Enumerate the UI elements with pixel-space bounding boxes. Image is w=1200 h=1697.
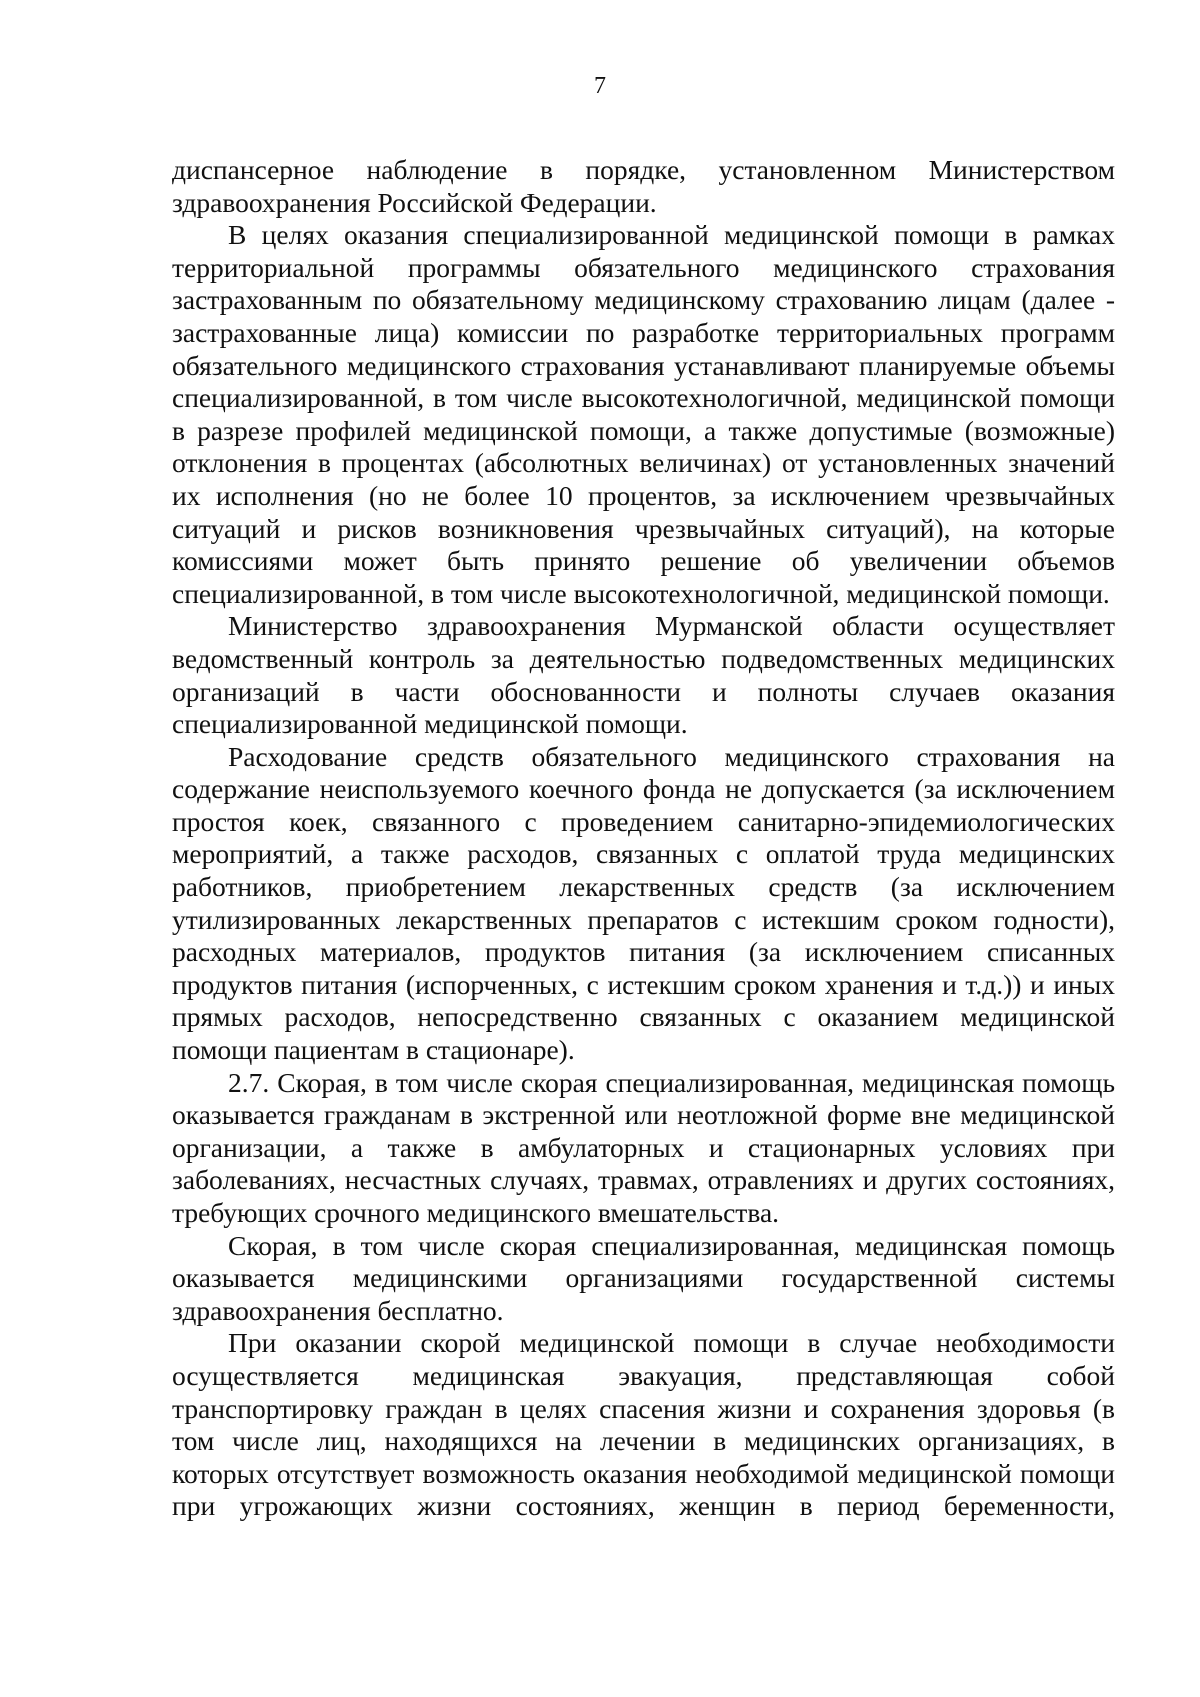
paragraph-emergency-care-free: Скорая, в том числе скорая специализированная, медицинская помощь оказывается медицинскими организациями государственной системы здравоохранения бесплатно. (172, 1229, 1115, 1326)
paragraph-ministry-control: Министерство здравоохранения Мурманской области осуществляет ведомственный контроль за деятельностью подведомственных медицинских организаций в части обоснованности и полноты случаев оказания специализированной медицинской помощи. (172, 610, 1115, 740)
paragraph-medical-evacuation: При оказании скорой медицинской помощи в случае необходимости осуществляется медицинская эвакуация, представляющая собой транспортировку граждан в целях спасения жизни и сохранения здоровья (в том числе лиц, находящихся на лечении в медицинских организациях, в которых отсутствует возможность оказания необходимой медицинской помощи при угрожающих жизни состояниях, женщин в период беременности, (172, 1327, 1115, 1522)
paragraph-funds-spending: Расходование средств обязательного медицинского страхования на содержание неиспользуемого коечного фонда не допускается (за исключением простоя коек, связанного с проведением санитарно-эпидемиологических мероприятий, а также расходов, связанных с оплатой труда медицинских работников, приобретением лекарственных средств (за исключением утилизированных лекарственных препаратов с истекшим сроком годности), расходных материалов, продуктов питания (за исключением списанных продуктов питания (испорченных, с истекшим сроком хранения и т.д.)) и иных прямых расходов, непосредственно связанных с оказанием медицинской помощи пациентам в стационаре). (172, 740, 1115, 1066)
document-body (172, 154, 1115, 1523)
paragraph-2-7-emergency-care: 2.7. Скорая, в том числе скорая специализированная, медицинская помощь оказывается гражданам в экстренной или неотложной форме вне медицинской организации, а также в амбулаторных и стационарных условиях при заболеваниях, несчастных случаях, травмах, отравлениях и других состояниях, требующих срочного медицинского вмешательства. (172, 1066, 1115, 1228)
paragraph-specialized-care-volumes: В целях оказания специализированной медицинской помощи в рамках территориальной программы обязательного медицинского страхования застрахованным по обязательному медицинскому страхованию лицам (далее - застрахованные лица) комиссии по разработке территориальных программ обязательного медицинского страхования устанавливают планируемые объемы специализированной, в том числе высокотехнологичной, медицинской помощи в разрезе профилей медицинской помощи, а также допустимые (возможные) отклонения в процентах (абсолютных величинах) от установленных значений их исполнения (но не более 10 процентов, за исключением чрезвычайных ситуаций и рисков возникновения чрезвычайных ситуаций), на которые комиссиями может быть принято решение об увеличении объемов специализированной, в том числе высокотехнологичной, медицинской помощи. (172, 219, 1115, 609)
page-number: 7 (594, 73, 606, 99)
paragraph-continued-dispensary: диспансерное наблюдение в порядке, установленном Министерством здравоохранения Российской Федерации. (172, 154, 1115, 218)
